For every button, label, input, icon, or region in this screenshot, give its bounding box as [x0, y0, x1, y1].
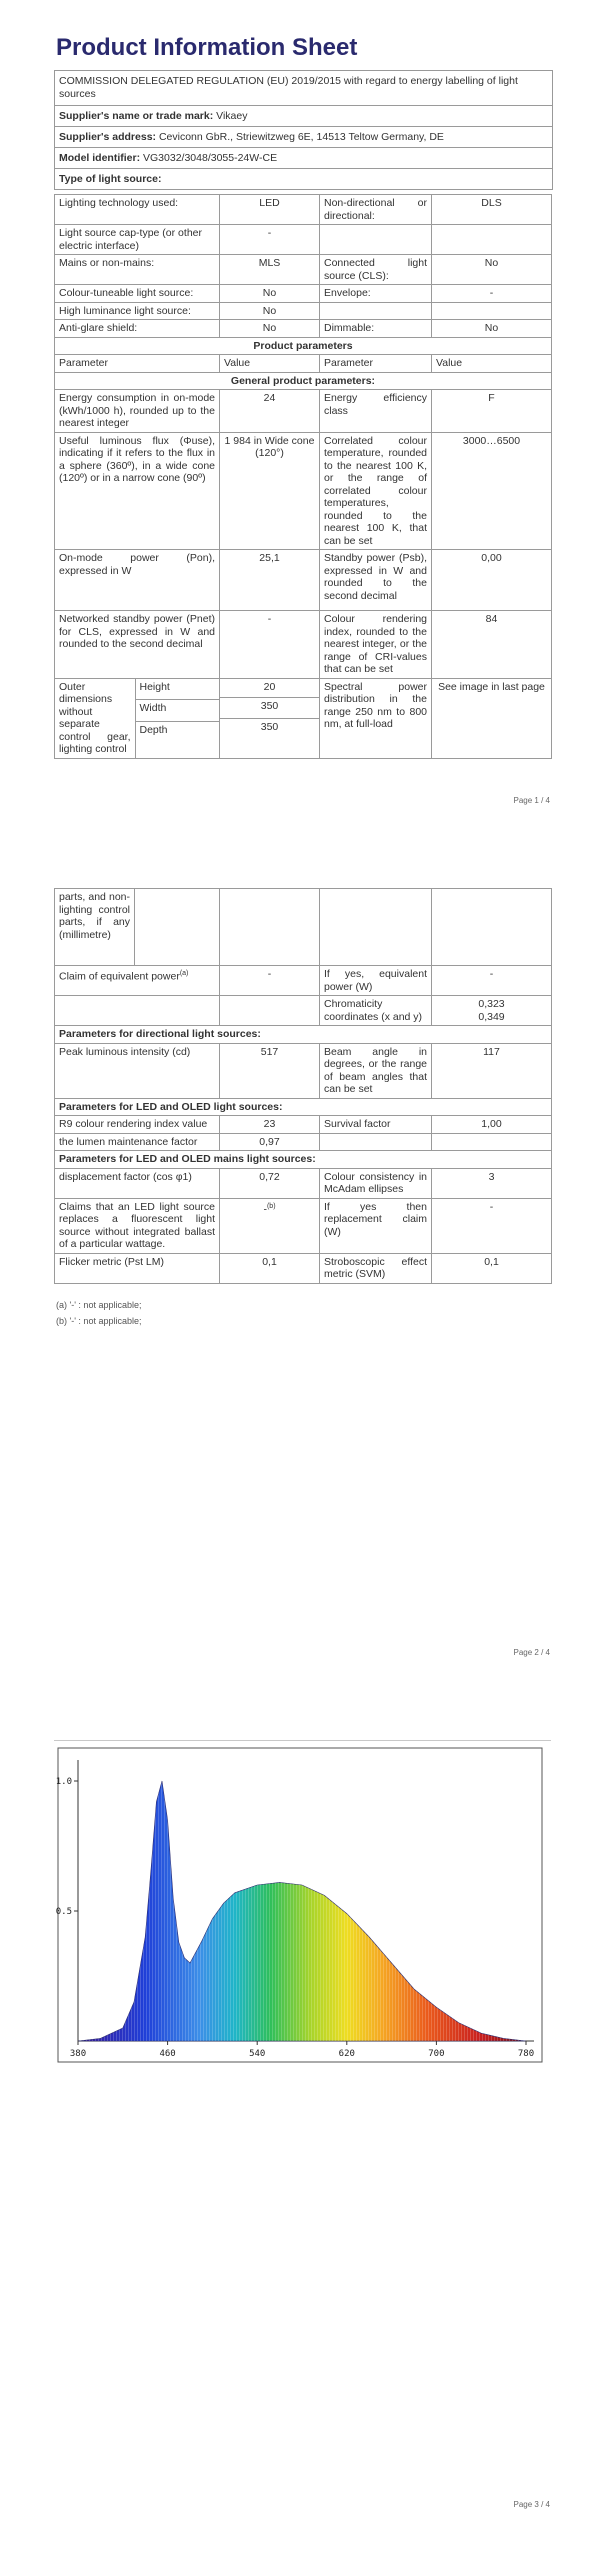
- lumen-label: the lumen maintenance factor: [55, 1133, 220, 1151]
- main-table-page2: [54, 888, 551, 1284]
- flicker-label: Flicker metric (Pst LM): [55, 1253, 220, 1283]
- page-title: Product Information Sheet: [56, 34, 358, 61]
- col-param-header: Parameter: [55, 355, 220, 373]
- y-tick-label: 0.5: [56, 1907, 72, 1917]
- flux-label: Useful luminous flux (Φuse), indicating if it refers to the flux in a sphere (360º), in a wide cone (120º) or in a narrow cone (90º): [55, 432, 220, 550]
- table-row: [55, 1133, 552, 1151]
- x-tick-label: 620: [338, 2049, 355, 2059]
- netstandby-value: -: [220, 611, 320, 679]
- disp-value: 0,72: [220, 1168, 320, 1198]
- consistency-label: Colour consistency in McAdam ellipses: [320, 1168, 432, 1198]
- beam-label: Beam angle in degrees, or the range of beam angles that can be set: [320, 1043, 432, 1098]
- replace-label: Claims that an LED light source replaces a fluorescent light source without integrated ballast of a particular wattage.: [55, 1198, 220, 1253]
- x-tick-label: 780: [517, 2049, 535, 2059]
- address-value: Ceviconn GbR., Striewitzweg 6E, 14513 Teltow Germany, DE: [158, 131, 444, 143]
- spectrum-stripes: [78, 1781, 526, 2041]
- supplier-label: Supplier's name or trade mark:: [59, 110, 214, 122]
- spectral-value: See image in last page: [432, 678, 552, 758]
- equiv-value: -: [432, 966, 552, 996]
- onpower-label: On-mode power (Pon), expressed in W: [55, 550, 220, 611]
- width-value: 350: [220, 698, 319, 718]
- width-label: Width: [135, 699, 219, 721]
- beam-value: 117: [432, 1043, 552, 1098]
- cap-label: Light source cap-type (or other electric interface): [55, 225, 220, 255]
- highlum-value: No: [220, 302, 320, 320]
- info-sheet-header: [54, 70, 553, 190]
- equiv-label: If yes, equivalent power (W): [320, 966, 432, 996]
- r9-label: R9 colour rendering index value: [55, 1116, 220, 1134]
- footnote-a: (a) '-' : not applicable;: [56, 1300, 142, 1310]
- outer-dim-values: [220, 678, 320, 758]
- r9-value: 23: [220, 1116, 320, 1134]
- outer-dim-label-cont: parts, and non-lighting control parts, if any (millimetre): [55, 889, 135, 966]
- height-value: 20: [220, 679, 319, 698]
- highlum-label: High luminance light source:: [55, 302, 220, 320]
- replclaim-label: If yes then replacement claim (W): [320, 1198, 432, 1253]
- table-row: [55, 966, 552, 996]
- table-header-row: [55, 355, 552, 373]
- spectral-label: Spectral power distribution in the range 250 nm to 800 nm, at full-load: [320, 678, 432, 758]
- mains-value: MLS: [220, 255, 320, 285]
- netstandby-label: Networked standby power (Pnet) for CLS, expressed in W and rounded to the second decimal: [55, 611, 220, 679]
- regulation-text: COMMISSION DELEGATED REGULATION (EU) 2019/2015 with regard to energy labelling of light sources: [55, 71, 552, 106]
- page-divider: [54, 1740, 551, 1741]
- page-number: Page 1 / 4: [513, 796, 550, 805]
- address-row: [55, 127, 552, 148]
- model-row: [55, 148, 552, 169]
- height-label: Height: [135, 679, 219, 700]
- onpower-value: 25,1: [220, 550, 320, 611]
- energy-label: Energy consumption in on-mode (kWh/1000 h), rounded up to the nearest integer: [55, 390, 220, 433]
- footnote-b: (b) '-' : not applicable;: [56, 1316, 142, 1326]
- peak-label: Peak luminous intensity (cd): [55, 1043, 220, 1098]
- supplier-value: Vikaey: [216, 110, 248, 122]
- nondir-label: Non-directional or directional:: [320, 195, 432, 225]
- lumen-value: 0,97: [220, 1133, 320, 1151]
- model-label: Model identifier:: [59, 152, 141, 164]
- survival-label: Survival factor: [320, 1116, 432, 1134]
- table-row: [55, 1253, 552, 1283]
- table-row: [55, 1026, 552, 1044]
- flicker-value: 0,1: [220, 1253, 320, 1283]
- depth-value: 350: [220, 718, 319, 755]
- x-tick-label: 460: [159, 2049, 176, 2059]
- mains-label: Mains or non-mains:: [55, 255, 220, 285]
- table-row: [55, 1043, 552, 1098]
- table-row: [55, 1116, 552, 1134]
- cri-value: 84: [432, 611, 552, 679]
- cct-value: 3000…6500: [432, 432, 552, 550]
- table-row: [55, 372, 552, 390]
- replace-footnote-ref: (b): [266, 1202, 276, 1210]
- x-tick-label: 700: [428, 2049, 445, 2059]
- general-params-heading: General product parameters:: [55, 372, 552, 390]
- peak-value: 517: [220, 1043, 320, 1098]
- cap-value: -: [220, 225, 320, 255]
- envelope-value: -: [432, 285, 552, 303]
- cls-value: No: [432, 255, 552, 285]
- table-row: [55, 390, 552, 433]
- dimmable-label: Dimmable:: [320, 320, 432, 338]
- table-row: [55, 1198, 552, 1253]
- table-row: [55, 996, 552, 1026]
- product-params-heading: Product parameters: [55, 337, 552, 355]
- claim-footnote-ref: (a): [179, 970, 189, 977]
- table-row: [55, 1098, 552, 1116]
- replace-value-text: -: [263, 1203, 267, 1215]
- type-heading: Type of light source:: [59, 173, 162, 185]
- cct-label: Correlated colour temperature, rounded to the nearest 100 K, or the range of correlated colour temperatures, rounded to the nearest 100 K, that can be set: [320, 432, 432, 550]
- strobo-value: 0,1: [432, 1253, 552, 1283]
- main-table-page1: [54, 194, 551, 759]
- led-oled-heading: Parameters for LED and OLED light sources:: [55, 1098, 552, 1116]
- claim-label-text: Claim of equivalent power: [59, 970, 180, 983]
- replace-value: [220, 1198, 320, 1253]
- consistency-value: 3: [432, 1168, 552, 1198]
- outer-dim-label: Outer dimensions without separate control gear, lighting control: [55, 679, 135, 758]
- claim-value: -: [220, 966, 320, 996]
- table-row: [55, 225, 552, 255]
- table-row: [55, 285, 552, 303]
- colour-value: No: [220, 285, 320, 303]
- glare-value: No: [220, 320, 320, 338]
- depth-label: Depth: [135, 721, 219, 758]
- x-tick-label: 380: [69, 2049, 87, 2059]
- table-row: [55, 255, 552, 285]
- chroma-label: Chromaticity coordinates (x and y): [320, 996, 432, 1026]
- table-row: [55, 432, 552, 550]
- eclass-label: Energy efficiency class: [320, 390, 432, 433]
- col-value-header: Value: [220, 355, 320, 373]
- col-value-header: Value: [432, 355, 552, 373]
- table-row: [55, 889, 552, 966]
- spectral-distribution-chart: [56, 1746, 546, 2066]
- strobo-label: Stroboscopic effect metric (SVM): [320, 1253, 432, 1283]
- glare-label: Anti-glare shield:: [55, 320, 220, 338]
- replclaim-value: -: [432, 1198, 552, 1253]
- chroma-y: 0,349: [478, 1010, 505, 1023]
- claim-label: [55, 966, 220, 996]
- eclass-value: F: [432, 390, 552, 433]
- plot-area: [56, 1760, 534, 2059]
- standby-value: 0,00: [432, 550, 552, 611]
- dimmable-value: No: [432, 320, 552, 338]
- table-row: [55, 1168, 552, 1198]
- type-heading-row: [55, 169, 552, 189]
- tech-label: Lighting technology used:: [55, 195, 220, 225]
- directional-heading: Parameters for directional light sources:: [55, 1026, 552, 1044]
- tech-value: LED: [220, 195, 320, 225]
- led-oled-mains-heading: Parameters for LED and OLED mains light sources:: [55, 1151, 552, 1169]
- disp-label: displacement factor (cos φ1): [55, 1168, 220, 1198]
- standby-label: Standby power (Psb), expressed in W and rounded to the second decimal: [320, 550, 432, 611]
- page-number: Page 2 / 4: [513, 1648, 550, 1657]
- table-row: [55, 320, 552, 338]
- flux-value: 1 984 in Wide cone (120°): [220, 432, 320, 550]
- colour-label: Colour-tuneable light source:: [55, 285, 220, 303]
- cls-label: Connected light source (CLS):: [320, 255, 432, 285]
- page-number: Page 3 / 4: [513, 2500, 550, 2509]
- table-row: [55, 302, 552, 320]
- table-row: [55, 678, 552, 758]
- x-tick-label: 540: [249, 2049, 266, 2059]
- nondir-value: DLS: [432, 195, 552, 225]
- table-row: [55, 1151, 552, 1169]
- chroma-x: 0,323: [478, 998, 505, 1010]
- cri-label: Colour rendering index, rounded to the nearest integer, or the range of CRI-values that can be set: [320, 611, 432, 679]
- y-tick-label: 1.0: [56, 1777, 72, 1787]
- energy-value: 24: [220, 390, 320, 433]
- chroma-value: [432, 996, 552, 1026]
- outer-dim-cell: [55, 678, 220, 758]
- table-row: [55, 611, 552, 679]
- survival-value: 1,00: [432, 1116, 552, 1134]
- table-row: [55, 337, 552, 355]
- model-value: VG3032/3048/3055-24W-CE: [143, 152, 278, 164]
- table-row: [55, 550, 552, 611]
- envelope-label: Envelope:: [320, 285, 432, 303]
- table-row: [55, 195, 552, 225]
- address-label: Supplier's address:: [59, 131, 157, 143]
- supplier-row: [55, 106, 552, 127]
- col-param-header: Parameter: [320, 355, 432, 373]
